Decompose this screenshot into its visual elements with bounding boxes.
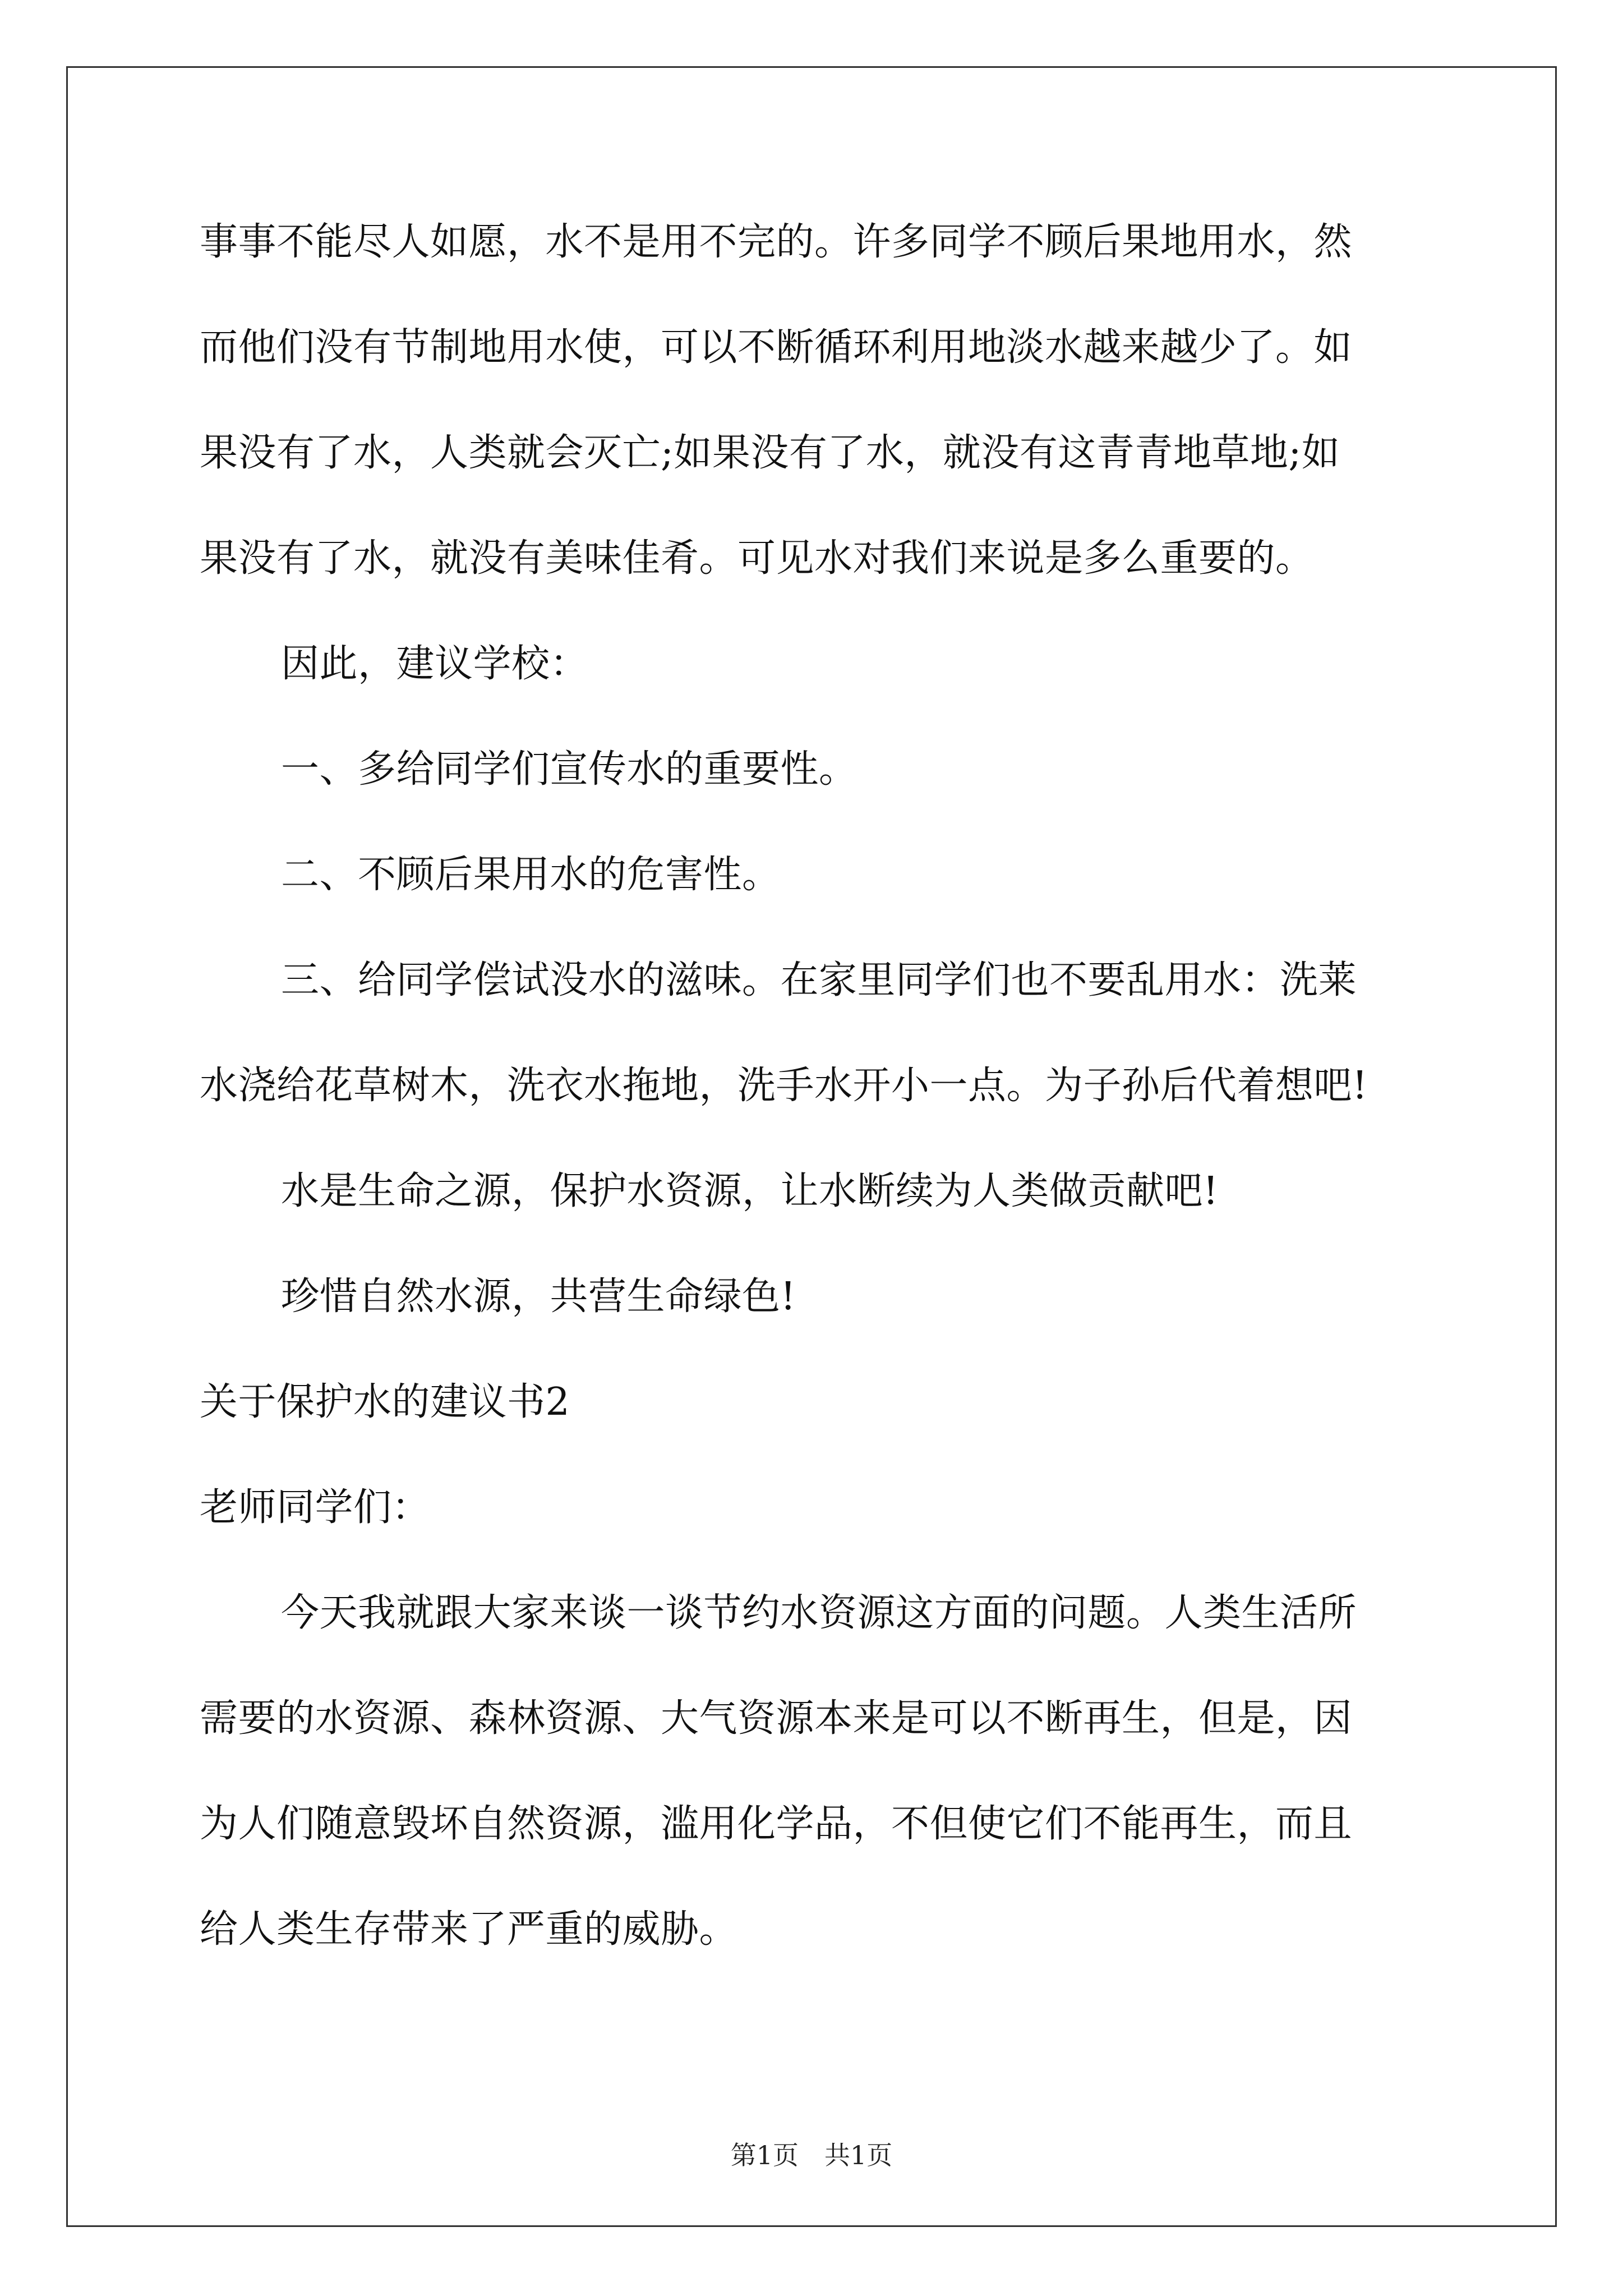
text-line: 因此，建议学校：: [281, 642, 589, 686]
text-line: 给人类生存带来了严重的威胁。: [200, 1907, 738, 1952]
section-heading: 关于保护水的建议书2: [200, 1380, 570, 1424]
text-line: 三、给同学偿试没水的滋味。在家里同学们也不要乱用水：洗莱: [281, 958, 1357, 1002]
text-line: 事事不能尽人如愿，水不是用不完的。许多同学不顾后果地用水，然: [200, 220, 1353, 264]
salutation: 老师同学们：: [200, 1485, 431, 1530]
text-line: 二、不顾后果用水的危害性。: [281, 853, 781, 897]
text-line: 果没有了水，就没有美味佳肴。可见水对我们来说是多么重要的。: [200, 536, 1314, 581]
text-line: 一、多给同学们宣传水的重要性。: [281, 747, 857, 792]
text-line: 水是生命之源，保护水资源，让水断续为人类做贡献吧!: [281, 1169, 1219, 1213]
text-line: 为人们随意毁坏自然资源，滥用化学品，不但使它们不能再生，而且: [200, 1802, 1353, 1846]
page-footer: 第1页 共1页: [730, 2140, 893, 2170]
text-line: 水浇给花草树木，洗衣水拖地，洗手水开小一点。为子孙后代着想吧!: [200, 1064, 1368, 1108]
text-line: 今天我就跟大家来谈一谈节约水资源这方面的问题。人类生活所: [281, 1591, 1357, 1635]
text-line: 而他们没有节制地用水使，可以不断循环利用地淡水越来越少了。如: [200, 325, 1353, 370]
text-line: 果没有了水，人类就会灭亡;如果没有了水，就没有这青青地草地;如: [200, 431, 1340, 475]
text-line: 需要的水资源、森林资源、大气资源本来是可以不断再生，但是，因: [200, 1696, 1353, 1741]
text-line: 珍惜自然水源，共营生命绿色!: [281, 1274, 796, 1319]
document-body: [200, 215, 1422, 2008]
